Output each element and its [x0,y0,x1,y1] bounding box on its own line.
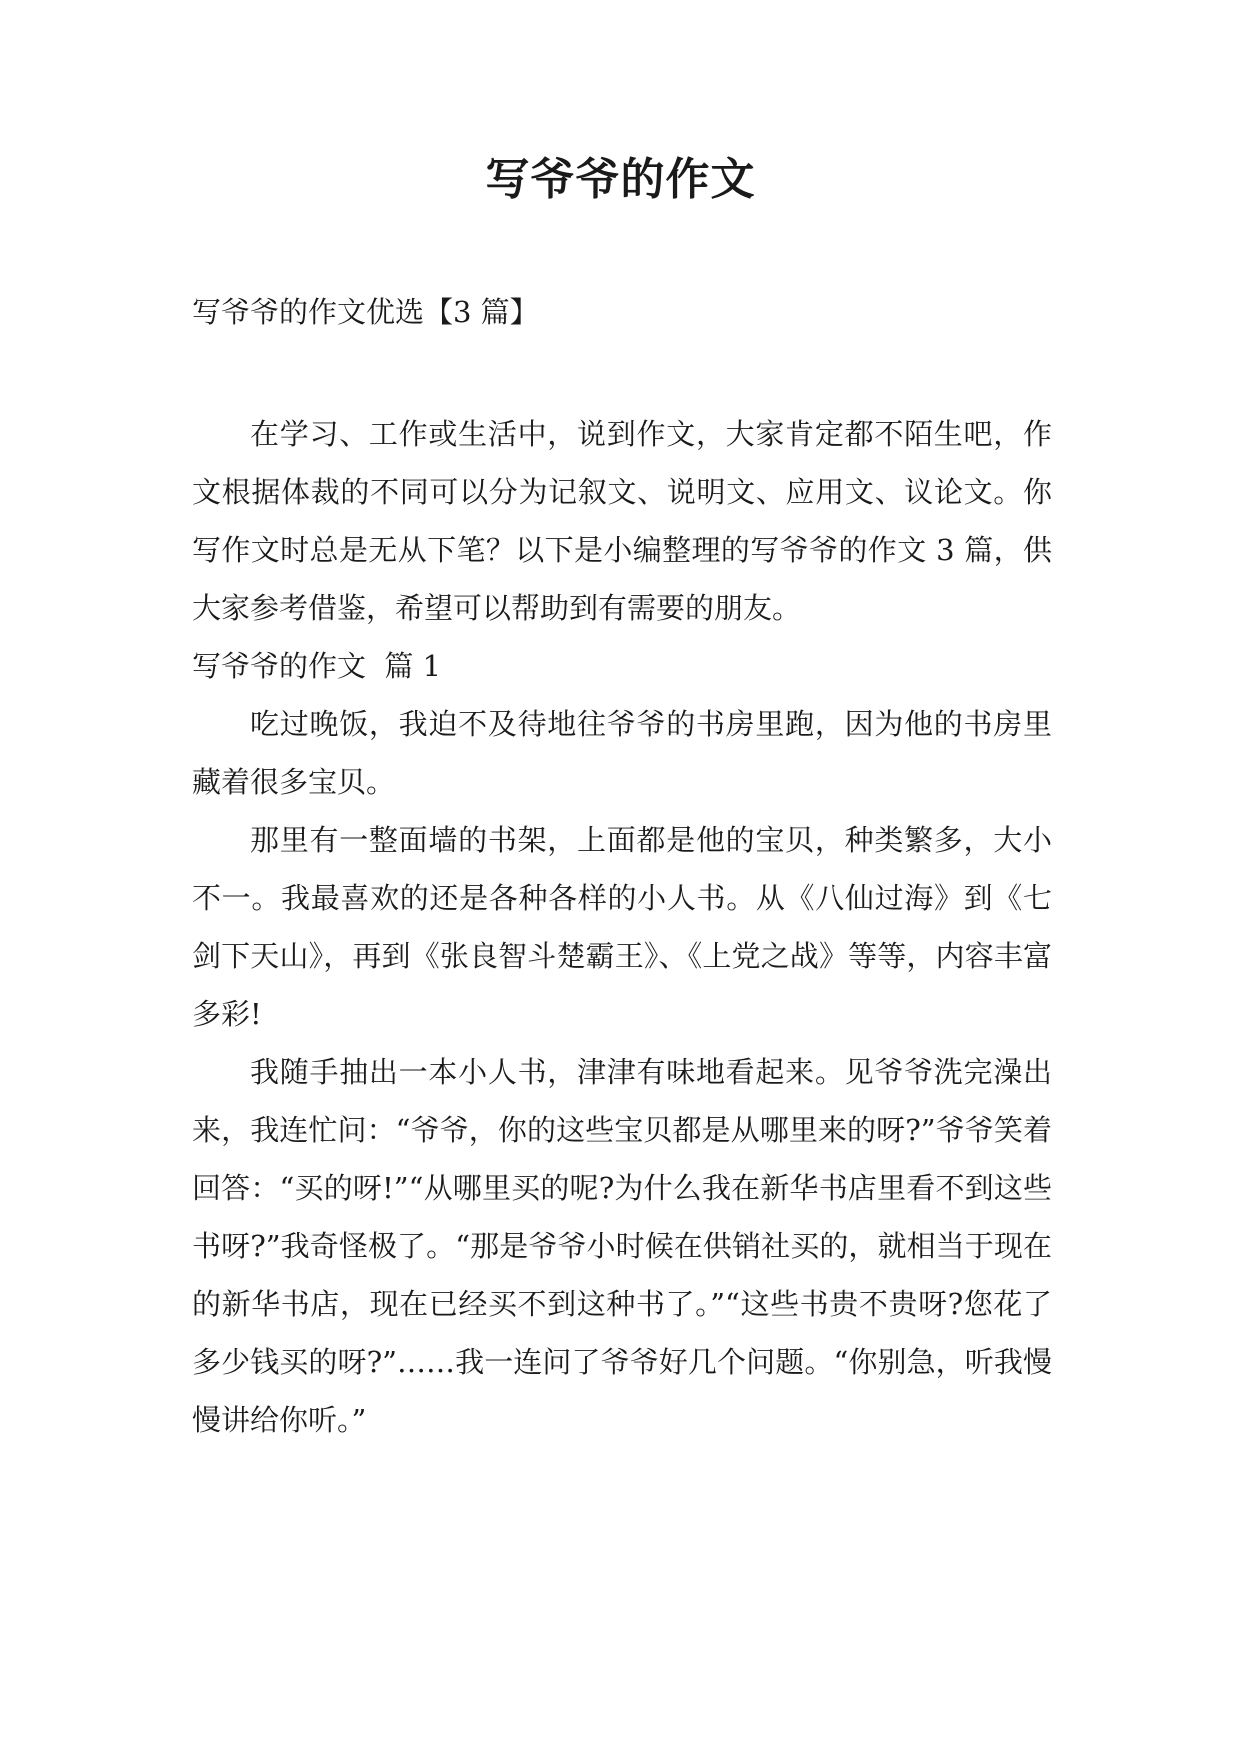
body-paragraph-3: 我随手抽出一本小人书，津津有味地看起来。见爷爷洗完澡出来，我连忙问：“爷爷，你的这些宝贝都是从哪里来的呀?”爷爷笑着回答：“买的呀!”“从哪里买的呢?为什么我在新华书店里看不到这些书呀?”我奇怪极了。“那是爷爷小时候在供销社买的，就相当于现在的新华书店，现在已经买不到这种书了。”“这些书贵不贵呀?您花了多少钱买的呀?”……我一连问了爷爷好几个问题。“你别急，听我慢慢讲给你听。” [192,1055,1052,1437]
section-heading: 写爷爷的作文 篇 1 [192,649,442,683]
document-title: 写爷爷的作文 [485,154,756,205]
body-paragraph-1: 吃过晚饭，我迫不及待地往爷爷的书房里跑，因为他的书房里藏着很多宝贝。 [192,707,1052,799]
intro-paragraph: 在学习、工作或生活中，说到作文，大家肯定都不陌生吧，作文根据体裁的不同可以分为记叙文、说明文、应用文、议论文。你写作文时总是无从下笔？以下是小编整理的写爷爷的作文 3 篇，供大家参考借鉴，希望可以帮助到有需要的朋友。 [192,417,1052,625]
body-paragraph-2: 那里有一整面墙的书架，上面都是他的宝贝，种类繁多，大小不一。我最喜欢的还是各种各样的小人书。从《八仙过海》到《七剑下天山》，再到《张良智斗楚霸王》、《上党之战》等等，内容丰富多彩! [192,823,1052,1031]
document-body [192,405,1052,1449]
document-subtitle: 写爷爷的作文优选【3 篇】 [192,295,539,329]
